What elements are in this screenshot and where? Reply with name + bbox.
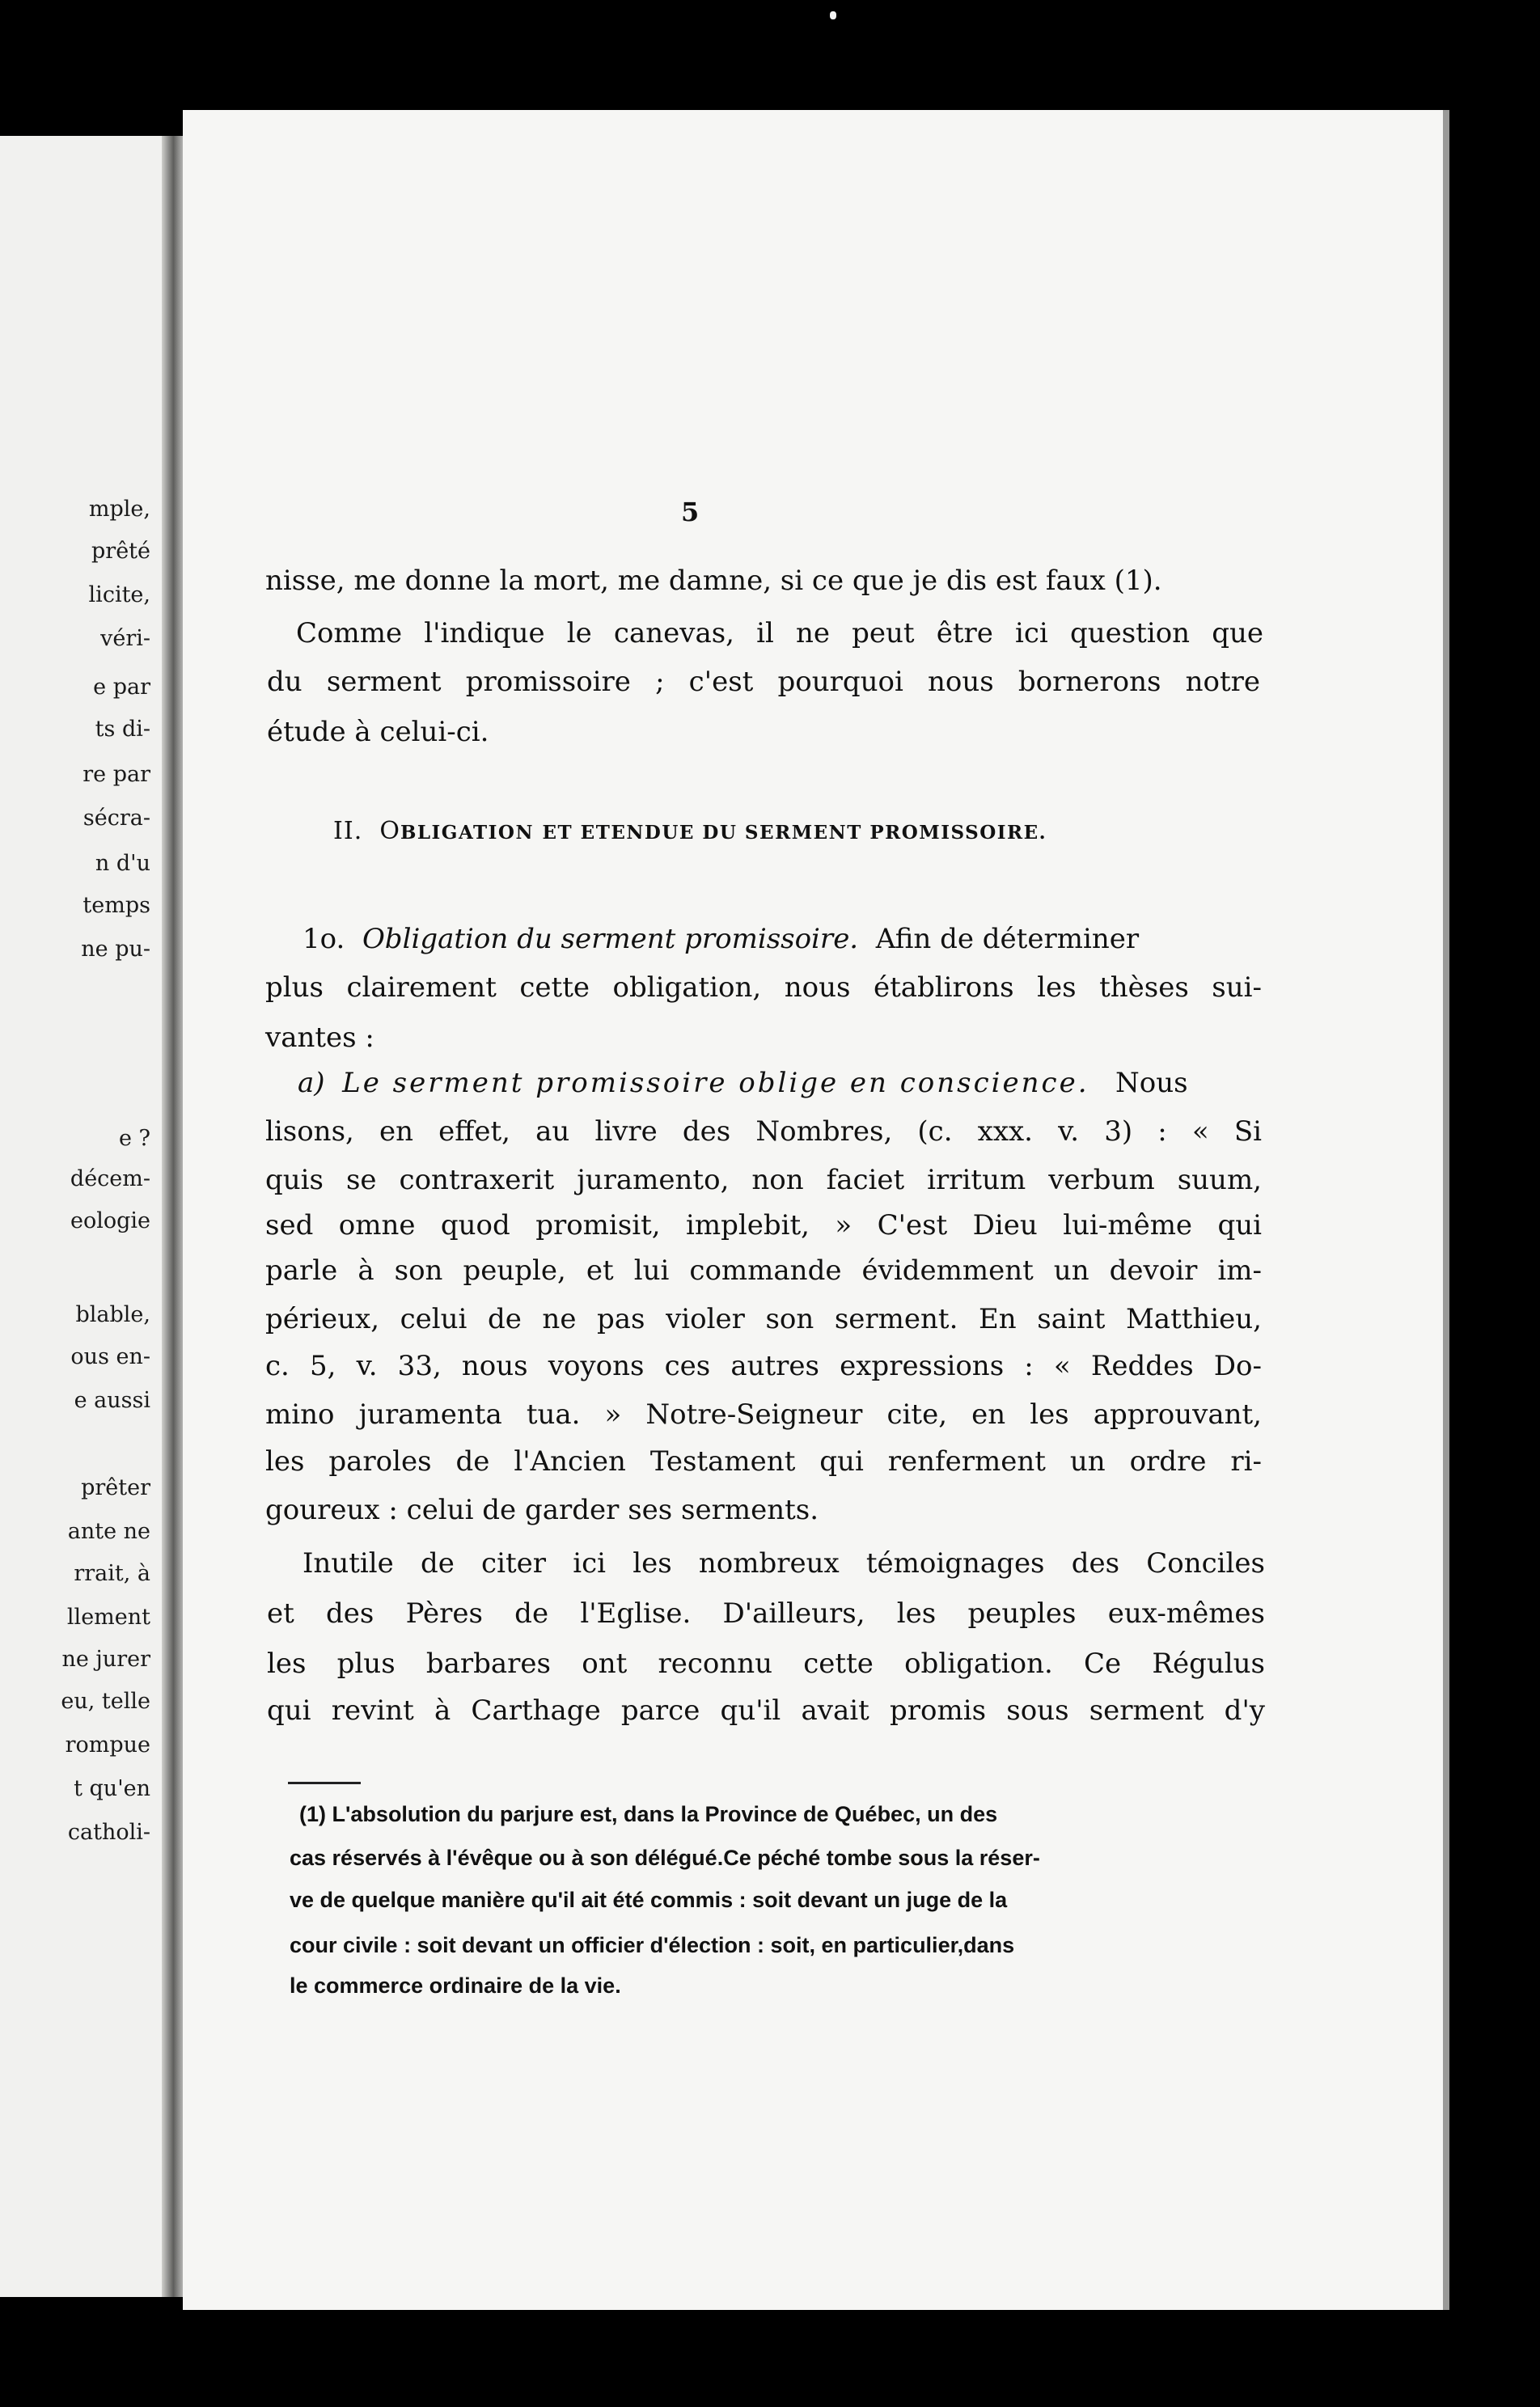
- left-text-fragment: e par: [93, 675, 150, 700]
- left-text-fragment: rompue: [65, 1732, 150, 1758]
- left-text-fragment: prêter: [81, 1475, 150, 1500]
- page-number: 5: [681, 497, 700, 527]
- left-text-fragment: sécra-: [82, 806, 150, 831]
- text-line: c. 5, v. 33, nous voyons ces autres expressions : « Reddes Do-: [265, 1350, 1262, 1382]
- left-text-fragment: décem-: [70, 1166, 150, 1191]
- footnote-line: (1) L'absolution du parjure est, dans la Province de Québec, un des: [299, 1802, 998, 1826]
- left-text-fragment: rrait, à: [74, 1561, 150, 1586]
- text-line: les plus barbares ont reconnu cette obligation. Ce Régulus: [267, 1648, 1265, 1680]
- thesis-title: Le serment promissoire oblige en conscience.: [342, 1067, 1089, 1099]
- left-text-fragment: mple,: [88, 497, 150, 522]
- left-text-fragment: temps: [82, 893, 150, 918]
- text-line: vantes :: [265, 1022, 374, 1054]
- text-line: lisons, en effet, au livre des Nombres, (c. xxx. v. 3) : « Si: [265, 1115, 1262, 1148]
- text-line: les paroles de l'Ancien Testament qui renferment un ordre ri-: [265, 1445, 1262, 1478]
- left-text-fragment: llement: [66, 1605, 150, 1630]
- left-text-fragment: e ?: [118, 1126, 150, 1151]
- text-line: étude à celui-ci.: [267, 716, 489, 748]
- text-line: qui revint à Carthage parce qu'il avait promis sous serment d'y: [267, 1694, 1265, 1727]
- text-line: et des Pères de l'Eglise. D'ailleurs, les peuples eux-mêmes: [267, 1597, 1265, 1630]
- text-line: périeux, celui de ne pas violer son serment. En saint Matthieu,: [265, 1303, 1262, 1335]
- left-text-fragment: prêté: [91, 539, 150, 564]
- left-text-fragment: ous en-: [70, 1344, 150, 1369]
- left-text-fragment: catholi-: [67, 1820, 150, 1845]
- left-page-fragment: [0, 136, 168, 2297]
- text-line: du serment promissoire ; c'est pourquoi nous bornerons notre: [267, 666, 1260, 698]
- thesis-label: a): [298, 1067, 325, 1099]
- footnote-line: le commerce ordinaire de la vie.: [290, 1973, 621, 1998]
- page-edge: [1443, 110, 1449, 2310]
- left-text-fragment: re par: [82, 762, 150, 787]
- footnote-rule: [288, 1782, 361, 1784]
- subsection-title: Obligation du serment promissoire.: [362, 923, 859, 955]
- text-line: nisse, me donne la mort, me damne, si ce que je dis est faux (1).: [265, 565, 1162, 597]
- section-heading-cap: O: [379, 817, 400, 845]
- text-line: sed omne quod promisit, implebit, » C'est Dieu lui-même qui: [265, 1209, 1262, 1242]
- left-text-fragment: t qu'en: [74, 1776, 150, 1801]
- thesis-text: Nous: [1115, 1067, 1188, 1099]
- scan-speck: [830, 11, 836, 19]
- thesis-line: [298, 1069, 1262, 1097]
- section-heading-word: BLIGATION: [400, 822, 534, 844]
- section-heading: [333, 817, 1047, 845]
- left-text-fragment: licite,: [88, 582, 150, 607]
- footnote-line: ve de quelque manière qu'il ait été commis : soit devant un juge de la: [290, 1888, 1008, 1912]
- left-text-fragment: eu, telle: [61, 1689, 150, 1714]
- text-line: parle à son peuple, et lui commande évidemment un devoir im-: [265, 1254, 1262, 1287]
- text-line: Comme l'indique le canevas, il ne peut être ici question que: [296, 617, 1263, 649]
- footnote-line: cour civile : soit devant un officier d'élection : soit, en particulier,dans: [290, 1933, 1015, 1957]
- text-line: plus clairement cette obligation, nous établirons les thèses sui-: [265, 971, 1262, 1004]
- subsection-text: Afin de déterminer: [875, 923, 1140, 955]
- subsection-number: 1o.: [302, 923, 345, 955]
- left-text-fragment: ante ne: [67, 1519, 150, 1544]
- right-page: [183, 110, 1445, 2310]
- left-text-fragment: e aussi: [74, 1388, 150, 1413]
- left-text-fragment: ne jurer: [61, 1647, 150, 1672]
- text-line: Inutile de citer ici les nombreux témoignages des Conciles: [302, 1547, 1265, 1580]
- footnote-line: cas réservés à l'évêque ou à son délégué.Ce péché tombe sous la réser-: [290, 1846, 1040, 1870]
- section-number: II.: [333, 817, 363, 845]
- left-text-fragment: véri-: [100, 626, 150, 651]
- left-text-fragment: ts di-: [95, 717, 150, 742]
- text-line: quis se contraxerit juramento, non faciet irritum verbum suum,: [265, 1164, 1262, 1196]
- left-text-fragment: ne pu-: [81, 937, 150, 962]
- left-text-fragment: n d'u: [95, 851, 150, 876]
- text-line: goureux : celui de garder ses serments.: [265, 1494, 819, 1526]
- left-text-fragment: eologie: [70, 1208, 150, 1233]
- left-text-fragment: blable,: [75, 1302, 150, 1327]
- text-line: mino juramenta tua. » Notre-Seigneur cite, en les approuvant,: [265, 1398, 1262, 1431]
- section-heading-rest: ET ETENDUE DU SERMENT PROMISSOIRE.: [542, 822, 1047, 844]
- subsection-line: [302, 925, 1262, 953]
